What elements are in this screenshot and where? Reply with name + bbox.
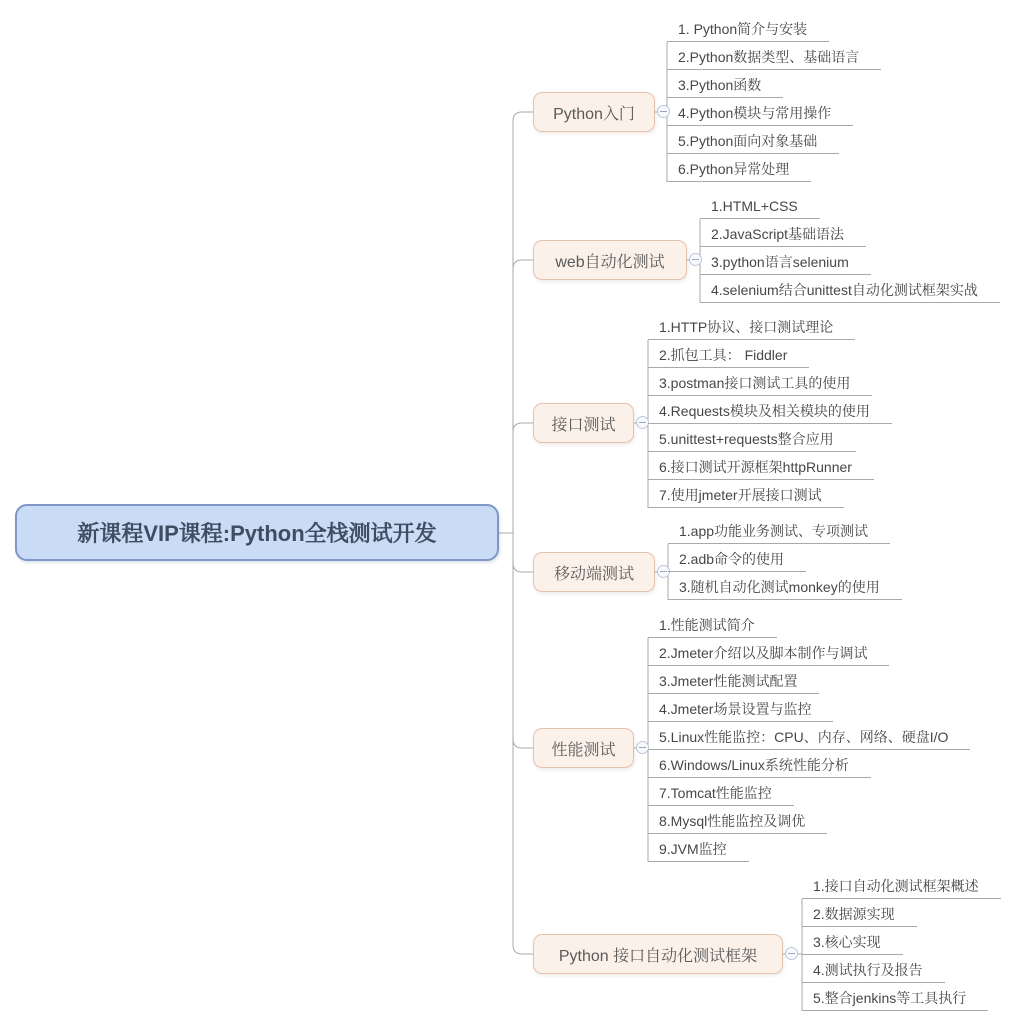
leaf-topic[interactable]: 3.python语言selenium bbox=[700, 248, 871, 275]
leaf-topic[interactable]: 1.HTML+CSS bbox=[700, 192, 820, 219]
leaf-topic[interactable]: 2.Jmeter介绍以及脚本制作与调试 bbox=[648, 639, 889, 666]
root-topic[interactable]: 新课程VIP课程:Python全栈测试开发 bbox=[15, 504, 499, 561]
minus-icon bbox=[639, 422, 646, 423]
leaf-topic[interactable]: 1.性能测试简介 bbox=[648, 611, 777, 638]
minus-icon bbox=[639, 747, 646, 748]
leaf-topic[interactable]: 5.整合jenkins等工具执行 bbox=[802, 984, 988, 1011]
leaf-topic[interactable]: 4.Jmeter场景设置与监控 bbox=[648, 695, 833, 722]
leaf-topic[interactable]: 4.Requests模块及相关模块的使用 bbox=[648, 397, 892, 424]
branch-node[interactable]: 接口测试 bbox=[533, 403, 634, 443]
leaf-topic[interactable]: 6.接口测试开源框架httpRunner bbox=[648, 453, 874, 480]
leaf-topic[interactable]: 3.随机自动化测试monkey的使用 bbox=[668, 573, 902, 600]
leaf-topic[interactable]: 5.Linux性能监控：CPU、内存、网络、硬盘I/O bbox=[648, 723, 970, 750]
leaf-topic[interactable]: 1. Python简介与安装 bbox=[667, 15, 829, 42]
leaf-topic[interactable]: 1.HTTP协议、接口测试理论 bbox=[648, 313, 855, 340]
leaf-topic[interactable]: 4.Python模块与常用操作 bbox=[667, 99, 853, 126]
leaf-topic[interactable]: 3.postman接口测试工具的使用 bbox=[648, 369, 872, 396]
leaf-topic[interactable]: 3.核心实现 bbox=[802, 928, 903, 955]
branch-node[interactable]: 移动端测试 bbox=[533, 552, 655, 592]
leaf-topic[interactable]: 6.Python异常处理 bbox=[667, 155, 811, 182]
branch-node[interactable]: Python入门 bbox=[533, 92, 655, 132]
leaf-topic[interactable]: 2.Python数据类型、基础语言 bbox=[667, 43, 881, 70]
leaf-topic[interactable]: 6.Windows/Linux系统性能分析 bbox=[648, 751, 871, 778]
leaf-topic[interactable]: 1.app功能业务测试、专项测试 bbox=[668, 517, 890, 544]
leaf-topic[interactable]: 4.测试执行及报告 bbox=[802, 956, 945, 983]
leaf-topic[interactable]: 2.数据源实现 bbox=[802, 900, 917, 927]
leaf-topic[interactable]: 5.unittest+requests整合应用 bbox=[648, 425, 856, 452]
branch-node[interactable]: 性能测试 bbox=[533, 728, 634, 768]
branch-node[interactable]: Python 接口自动化测试框架 bbox=[533, 934, 783, 974]
minus-icon bbox=[660, 111, 667, 112]
leaf-topic[interactable]: 1.接口自动化测试框架概述 bbox=[802, 872, 1001, 899]
branch-node[interactable]: web自动化测试 bbox=[533, 240, 687, 280]
leaf-topic[interactable]: 5.Python面向对象基础 bbox=[667, 127, 839, 154]
leaf-topic[interactable]: 4.selenium结合unittest自动化测试框架实战 bbox=[700, 276, 1000, 303]
leaf-topic[interactable]: 2.JavaScript基础语法 bbox=[700, 220, 866, 247]
leaf-topic[interactable]: 9.JVM监控 bbox=[648, 835, 749, 862]
minus-icon bbox=[660, 571, 667, 572]
leaf-topic[interactable]: 2.adb命令的使用 bbox=[668, 545, 806, 572]
minus-icon bbox=[692, 259, 699, 260]
leaf-topic[interactable]: 2.抓包工具： Fiddler bbox=[648, 341, 809, 368]
collapse-toggle-button[interactable] bbox=[785, 947, 798, 960]
leaf-topic[interactable]: 3.Jmeter性能测试配置 bbox=[648, 667, 819, 694]
minus-icon bbox=[788, 953, 795, 954]
leaf-topic[interactable]: 7.使用jmeter开展接口测试 bbox=[648, 481, 844, 508]
leaf-topic[interactable]: 3.Python函数 bbox=[667, 71, 783, 98]
leaf-topic[interactable]: 8.Mysql性能监控及调优 bbox=[648, 807, 827, 834]
leaf-topic[interactable]: 7.Tomcat性能监控 bbox=[648, 779, 794, 806]
